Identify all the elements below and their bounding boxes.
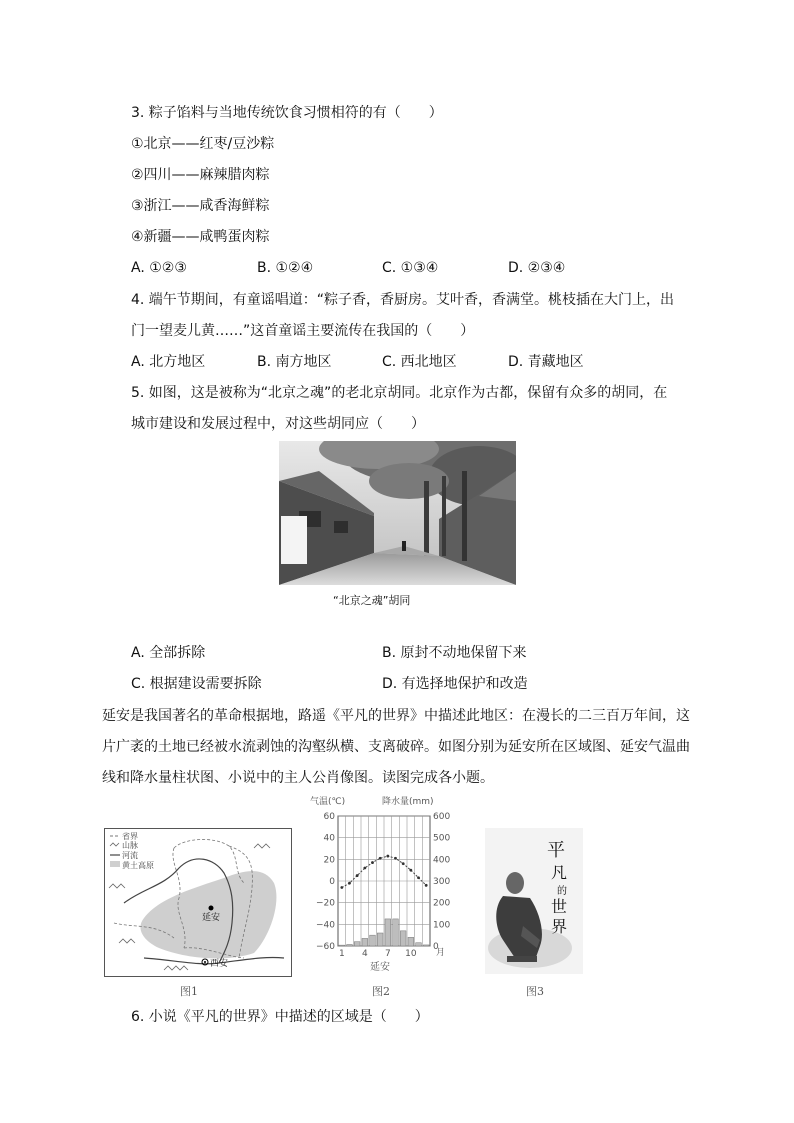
chart-xtick: 10 (405, 949, 417, 959)
q3-stem: 3. 粽子馅料与当地传统饮食习惯相符的有（ ） (131, 105, 443, 121)
chart-xtick: 7 (384, 949, 391, 959)
precip-bar (347, 944, 353, 946)
chart-temp-title: 气温(℃) (310, 797, 346, 807)
fig1-map (104, 828, 292, 977)
passage-line1: 延安是我国著名的革命根据地，路遥《平凡的世界》中描述此地区：在漫长的二三百万年间，这 (102, 708, 690, 724)
precip-bar (362, 938, 368, 946)
chart-precip-title: 降水量(mm) (382, 797, 434, 807)
q4-option-d[interactable]: D. 青藏地区 (508, 354, 584, 370)
book-title-char-2: 凡 (551, 863, 568, 882)
q3-item-2: ②四川——麻辣腊肉粽 (131, 167, 270, 183)
temperature-point (340, 886, 343, 889)
temperature-point (409, 869, 412, 872)
chart-ytick-right: 500 (433, 833, 451, 844)
chart-ytick-right: 100 (433, 920, 451, 931)
temperature-point (363, 867, 366, 870)
passage-line2: 片广袤的土地已经被水流剥蚀的沟壑纵横、支离破碎。如图分别为延安所在区域图、延安气温曲 (102, 739, 690, 755)
chart-xtick: 4 (361, 949, 368, 959)
hutong-photo (279, 441, 516, 585)
city-yanan: 延安 (202, 913, 221, 923)
book-title-char-5: 界 (551, 917, 568, 936)
chart-ytick-left: −20 (316, 898, 335, 909)
xian-marker (204, 961, 206, 963)
q4-stem-line1: 4. 端午节期间，有童谣唱道：“粽子香，香厨房。艾叶香，香满堂。桃枝插在大门上，出 (131, 292, 675, 308)
precip-bar (416, 943, 422, 946)
temperature-point (356, 874, 359, 877)
temperature-point (417, 876, 420, 879)
legend-mountain: 山脉 (122, 841, 138, 850)
chart-month-unit: 月 (436, 948, 446, 958)
yanan-marker (209, 906, 214, 911)
precip-bar (377, 933, 383, 946)
q3-item-1: ①北京——红枣/豆沙粽 (131, 136, 275, 152)
q3-item-4: ④新疆——咸鸭蛋肉粽 (131, 229, 270, 245)
chart-ytick-right: 0 (433, 942, 439, 952)
city-xian: 西安 (210, 959, 229, 969)
precip-bar (408, 937, 414, 946)
q4-stem-line2: 门一望麦儿黄……”这首童谣主要流传在我国的（ ） (131, 323, 475, 339)
precip-bar (339, 945, 345, 946)
temperature-point (386, 855, 389, 858)
q5-stem-line1: 5. 如图，这是被称为“北京之魂”的老北京胡同。北京作为古都，保留有众多的胡同，在 (131, 385, 668, 401)
temperature-point (425, 884, 428, 887)
q5-stem-line2: 城市建设和发展过程中，对这些胡同应（ ） (131, 416, 425, 432)
q3-option-c[interactable]: C. ①③④ (382, 260, 439, 276)
precip-bar (423, 945, 429, 946)
chart-ytick-right: 300 (433, 877, 451, 887)
chart-xtick: 1 (338, 949, 345, 959)
legend-river: 河流 (122, 851, 138, 860)
q6-stem: 6. 小说《平凡的世界》中描述的区域是（ ） (131, 1009, 429, 1025)
passage-line3: 线和降水量柱状图、小说中的主人公肖像图。读图完成各小题。 (102, 770, 494, 786)
precip-bar (385, 919, 391, 946)
hutong-photo-illustration (279, 441, 516, 585)
chart-ytick-left: 60 (323, 812, 335, 822)
chart-ytick-right: 200 (433, 898, 451, 909)
precip-bar (370, 935, 376, 946)
precip-bar (400, 931, 406, 946)
book-title-char-1: 平 (547, 840, 565, 861)
q5-option-c[interactable]: C. 根据建设需要拆除 (131, 676, 262, 692)
chart-ytick-left: 40 (323, 833, 335, 844)
chart-ytick-left: −60 (316, 942, 335, 952)
q5-option-b[interactable]: B. 原封不动地保留下来 (382, 645, 527, 661)
q3-option-a[interactable]: A. ①②③ (131, 260, 187, 276)
chart-ytick-left: 0 (329, 877, 335, 887)
q4-option-a[interactable]: A. 北方地区 (131, 354, 206, 370)
legend-boundary: 省界 (122, 832, 138, 841)
chart-ytick-left: −40 (316, 920, 335, 931)
q5-option-d[interactable]: D. 有选择地保护和改造 (382, 676, 528, 692)
precip-bar (393, 919, 399, 946)
chart-station: 延安 (370, 962, 390, 973)
book-title-char-4: 世 (551, 897, 568, 916)
fig1-label: 图1 (180, 985, 198, 998)
fig2-label: 图2 (372, 985, 390, 998)
temperature-point (402, 862, 405, 865)
fig2-climate-chart (308, 794, 470, 980)
chart-ytick-left: 20 (323, 855, 335, 866)
legend-loess: 黄土高原 (122, 861, 154, 870)
q3-item-3: ③浙江——咸香海鲜粽 (131, 198, 270, 214)
q3-option-b[interactable]: B. ①②④ (257, 260, 314, 276)
chart-ytick-right: 600 (433, 812, 451, 822)
photo-caption: “北京之魂”胡同 (333, 594, 411, 607)
fig3-portrait (485, 828, 583, 974)
book-title-char-3: 的 (557, 886, 567, 897)
temperature-point (379, 857, 382, 860)
temperature-point (371, 861, 374, 864)
q3-option-d[interactable]: D. ②③④ (508, 260, 566, 276)
chart-ytick-right: 400 (433, 855, 451, 866)
precip-bar (354, 942, 360, 946)
q4-option-b[interactable]: B. 南方地区 (257, 354, 332, 370)
q5-option-a[interactable]: A. 全部拆除 (131, 645, 206, 661)
temperature-point (394, 857, 397, 860)
temperature-point (348, 882, 351, 885)
fig3-label: 图3 (526, 985, 544, 998)
q4-option-c[interactable]: C. 西北地区 (382, 354, 457, 370)
